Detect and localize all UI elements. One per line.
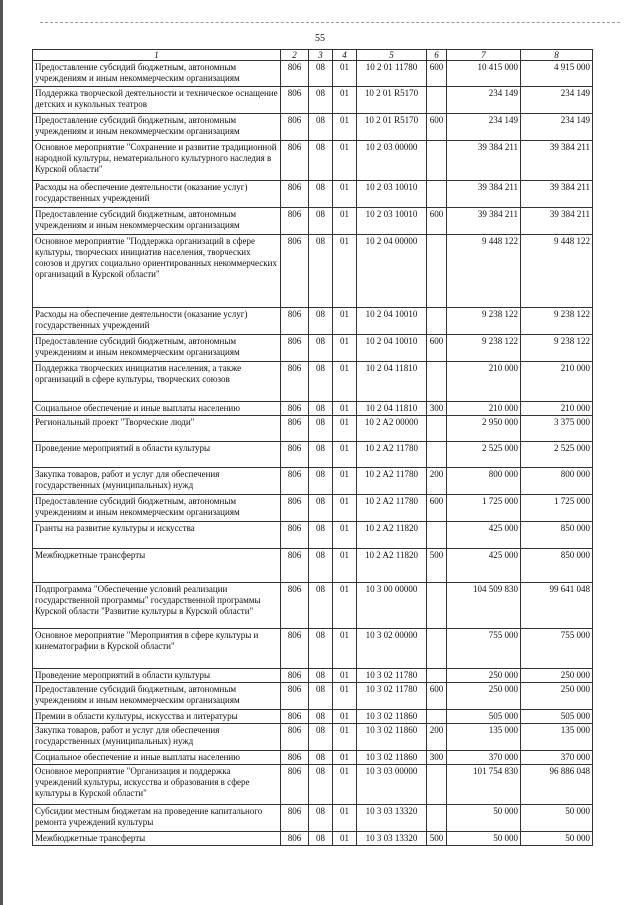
row-type (427, 583, 447, 629)
row-code: 10 2 03 00000 (357, 141, 427, 181)
page-number: 55 (315, 33, 325, 44)
row-col-2: 806 (281, 402, 309, 416)
row-col-3: 08 (309, 362, 333, 402)
row-name: Гранты на развитие культуры и искусства (33, 522, 281, 549)
table-row (33, 208, 593, 235)
row-value-8: 4 915 000 (521, 61, 593, 87)
row-col-2: 806 (281, 362, 309, 402)
row-value-8: 234 149 (521, 87, 593, 114)
row-code: 10 3 03 00000 (357, 765, 427, 805)
row-col-4: 01 (333, 468, 357, 495)
row-value-7: 250 000 (447, 669, 521, 683)
row-col-4: 01 (333, 805, 357, 832)
table-row (33, 724, 593, 751)
row-name: Закупка товаров, работ и услуг для обеспечения государственных (муниципальных) нужд (33, 724, 281, 751)
row-value-8: 210 000 (521, 402, 593, 416)
row-name: Межбюджетные трансферты (33, 549, 281, 583)
row-col-3: 08 (309, 669, 333, 683)
row-name: Предоставление субсидий бюджетным, автономным учреждениям и иным некоммерческим организациям (33, 114, 281, 141)
row-value-8: 135 000 (521, 724, 593, 751)
row-value-8: 850 000 (521, 549, 593, 583)
row-col-2: 806 (281, 141, 309, 181)
row-type (427, 416, 447, 442)
row-value-8: 505 000 (521, 710, 593, 724)
row-col-4: 01 (333, 765, 357, 805)
row-col-4: 01 (333, 61, 357, 87)
row-value-7: 234 149 (447, 114, 521, 141)
row-type: 600 (427, 683, 447, 710)
row-col-2: 806 (281, 495, 309, 522)
row-name: Расходы на обеспечение деятельности (оказание услуг) государственных учреждений (33, 181, 281, 208)
table-row (33, 335, 593, 362)
header-col-5: 5 (357, 50, 427, 61)
row-col-3: 08 (309, 522, 333, 549)
row-code: 10 2 01 R5170 (357, 87, 427, 114)
row-value-8: 250 000 (521, 683, 593, 710)
row-value-7: 800 000 (447, 468, 521, 495)
row-type (427, 765, 447, 805)
row-value-8: 250 000 (521, 669, 593, 683)
row-type (427, 669, 447, 683)
row-type: 300 (427, 402, 447, 416)
row-col-2: 806 (281, 583, 309, 629)
row-type (427, 442, 447, 468)
table-row (33, 468, 593, 495)
row-col-2: 806 (281, 683, 309, 710)
row-col-4: 01 (333, 522, 357, 549)
row-col-3: 08 (309, 583, 333, 629)
row-col-2: 806 (281, 522, 309, 549)
row-code: 10 3 02 11860 (357, 724, 427, 751)
row-code: 10 2 01 R5170 (357, 114, 427, 141)
row-col-2: 806 (281, 442, 309, 468)
row-col-2: 806 (281, 114, 309, 141)
row-type (427, 308, 447, 335)
header-col-1: 1 (33, 50, 281, 61)
row-value-8: 9 238 122 (521, 335, 593, 362)
row-code: 10 2 A2 11780 (357, 495, 427, 522)
row-code: 10 2 A2 11780 (357, 442, 427, 468)
row-code: 10 3 02 11860 (357, 751, 427, 765)
table-row (33, 751, 593, 765)
row-value-8: 39 384 211 (521, 141, 593, 181)
row-name: Предоставление субсидий бюджетным, автономным учреждениям и иным некоммерческим организациям (33, 208, 281, 235)
row-name: Подпрограмма "Обеспечение условий реализации государственной программы" государственной программы Курской области "Развитие культуры в Курской области" (33, 583, 281, 629)
row-value-7: 505 000 (447, 710, 521, 724)
row-value-8: 370 000 (521, 751, 593, 765)
row-code: 10 2 04 00000 (357, 235, 427, 308)
row-col-2: 806 (281, 87, 309, 114)
row-type (427, 362, 447, 402)
row-col-2: 806 (281, 181, 309, 208)
table-row (33, 495, 593, 522)
row-col-2: 806 (281, 416, 309, 442)
row-code: 10 2 A2 00000 (357, 416, 427, 442)
row-name: Предоставление субсидий бюджетным, автономным учреждениям и иным некоммерческим организациям (33, 335, 281, 362)
row-col-4: 01 (333, 87, 357, 114)
row-col-2: 806 (281, 765, 309, 805)
row-code: 10 3 02 00000 (357, 629, 427, 669)
table-row (33, 362, 593, 402)
row-value-7: 50 000 (447, 832, 521, 846)
row-value-8: 850 000 (521, 522, 593, 549)
row-code: 10 2 04 10010 (357, 308, 427, 335)
row-type (427, 181, 447, 208)
row-col-2: 806 (281, 308, 309, 335)
table-row (33, 522, 593, 549)
row-value-7: 10 415 000 (447, 61, 521, 87)
row-value-7: 104 509 830 (447, 583, 521, 629)
row-type: 600 (427, 61, 447, 87)
row-name: Основное мероприятие "Организация и поддержка учреждений культуры, искусства и образования в сфере культуры в Курской области" (33, 765, 281, 805)
row-value-7: 370 000 (447, 751, 521, 765)
row-col-4: 01 (333, 335, 357, 362)
row-col-3: 08 (309, 724, 333, 751)
row-col-4: 01 (333, 495, 357, 522)
row-type: 600 (427, 208, 447, 235)
row-col-4: 01 (333, 710, 357, 724)
row-name: Субсидии местным бюджетам на проведение капитального ремонта учреждений культуры (33, 805, 281, 832)
row-type: 600 (427, 114, 447, 141)
row-code: 10 2 04 11810 (357, 402, 427, 416)
row-col-3: 08 (309, 710, 333, 724)
row-value-8: 9 448 122 (521, 235, 593, 308)
row-code: 10 2 04 10010 (357, 335, 427, 362)
row-col-3: 08 (309, 308, 333, 335)
table-row (33, 402, 593, 416)
row-value-8: 99 641 048 (521, 583, 593, 629)
row-col-2: 806 (281, 710, 309, 724)
row-col-3: 08 (309, 765, 333, 805)
row-col-4: 01 (333, 724, 357, 751)
row-col-3: 08 (309, 235, 333, 308)
row-col-2: 806 (281, 208, 309, 235)
row-col-4: 01 (333, 583, 357, 629)
row-name: Социальное обеспечение и иные выплаты населению (33, 402, 281, 416)
table-row (33, 710, 593, 724)
row-value-7: 135 000 (447, 724, 521, 751)
row-value-8: 1 725 000 (521, 495, 593, 522)
row-col-3: 08 (309, 683, 333, 710)
row-type (427, 629, 447, 669)
row-name: Основное мероприятие "Мероприятия в сфере культуры и кинематографии в Курской области" (33, 629, 281, 669)
table-body (33, 61, 593, 846)
row-value-7: 39 384 211 (447, 141, 521, 181)
row-col-3: 08 (309, 335, 333, 362)
row-value-7: 9 238 122 (447, 335, 521, 362)
row-code: 10 3 02 11780 (357, 683, 427, 710)
row-col-3: 08 (309, 805, 333, 832)
row-col-3: 08 (309, 416, 333, 442)
row-col-3: 08 (309, 832, 333, 846)
header-col-6: 6 (427, 50, 447, 61)
table-row (33, 416, 593, 442)
row-name: Межбюджетные трансферты (33, 832, 281, 846)
row-value-8: 2 525 000 (521, 442, 593, 468)
row-col-2: 806 (281, 61, 309, 87)
row-value-7: 425 000 (447, 549, 521, 583)
row-col-2: 806 (281, 724, 309, 751)
row-value-7: 210 000 (447, 402, 521, 416)
row-col-4: 01 (333, 442, 357, 468)
row-value-8: 50 000 (521, 805, 593, 832)
row-type (427, 522, 447, 549)
table-row (33, 683, 593, 710)
row-name: Премии в области культуры, искусства и литературы (33, 710, 281, 724)
row-value-7: 50 000 (447, 805, 521, 832)
row-name: Социальное обеспечение и иные выплаты населению (33, 751, 281, 765)
row-type: 500 (427, 832, 447, 846)
header-col-3: 3 (309, 50, 333, 61)
row-value-7: 755 000 (447, 629, 521, 669)
row-code: 10 2 01 11780 (357, 61, 427, 87)
table-row (33, 87, 593, 114)
row-name: Поддержка творческой деятельности и техническое оснащение детских и кукольных театров (33, 87, 281, 114)
row-value-7: 101 754 830 (447, 765, 521, 805)
table-row (33, 805, 593, 832)
row-code: 10 3 00 00000 (357, 583, 427, 629)
row-code: 10 2 03 10010 (357, 181, 427, 208)
row-col-2: 806 (281, 549, 309, 583)
row-col-4: 01 (333, 669, 357, 683)
header-row (33, 50, 593, 61)
row-col-2: 806 (281, 235, 309, 308)
row-value-8: 234 149 (521, 114, 593, 141)
table-row (33, 629, 593, 669)
row-value-7: 425 000 (447, 522, 521, 549)
row-value-8: 96 886 048 (521, 765, 593, 805)
row-value-7: 2 525 000 (447, 442, 521, 468)
row-col-3: 08 (309, 629, 333, 669)
row-value-8: 3 375 000 (521, 416, 593, 442)
row-value-7: 210 000 (447, 362, 521, 402)
table-row (33, 61, 593, 87)
row-col-3: 08 (309, 181, 333, 208)
row-code: 10 2 A2 11780 (357, 468, 427, 495)
table-row (33, 442, 593, 468)
row-type (427, 141, 447, 181)
row-value-7: 2 950 000 (447, 416, 521, 442)
row-col-4: 01 (333, 549, 357, 583)
row-col-3: 08 (309, 468, 333, 495)
row-name: Проведение мероприятий в области культуры (33, 669, 281, 683)
row-col-3: 08 (309, 495, 333, 522)
row-type: 500 (427, 549, 447, 583)
row-name: Региональный проект "Творческие люди" (33, 416, 281, 442)
table-row (33, 669, 593, 683)
row-value-7: 39 384 211 (447, 208, 521, 235)
row-type: 300 (427, 751, 447, 765)
row-value-7: 9 238 122 (447, 308, 521, 335)
row-name: Предоставление субсидий бюджетным, автономным учреждениям и иным некоммерческим организациям (33, 683, 281, 710)
row-value-7: 250 000 (447, 683, 521, 710)
top-rule (40, 22, 620, 23)
row-col-2: 806 (281, 629, 309, 669)
header-col-8: 8 (521, 50, 593, 61)
row-col-3: 08 (309, 208, 333, 235)
header-col-4: 4 (333, 50, 357, 61)
row-col-4: 01 (333, 181, 357, 208)
row-type (427, 235, 447, 308)
row-name: Поддержка творческих инициатив населения, а также организаций в сфере культуры, творческих союзов (33, 362, 281, 402)
row-col-4: 01 (333, 308, 357, 335)
row-col-2: 806 (281, 805, 309, 832)
row-name: Закупка товаров, работ и услуг для обеспечения государственных (муниципальных) нужд (33, 468, 281, 495)
row-col-2: 806 (281, 832, 309, 846)
table-row (33, 583, 593, 629)
row-code: 10 3 03 13320 (357, 805, 427, 832)
row-type (427, 87, 447, 114)
row-col-4: 01 (333, 402, 357, 416)
row-value-8: 50 000 (521, 832, 593, 846)
table-row (33, 765, 593, 805)
row-name: Основное мероприятие "Поддержка организаций в сфере культуры, творческих инициатив населения, творческих союзов и других социально ориентированных некоммерческих организаций в Курской области" (33, 235, 281, 308)
row-code: 10 2 A2 11820 (357, 549, 427, 583)
row-value-7: 234 149 (447, 87, 521, 114)
row-type: 600 (427, 495, 447, 522)
row-value-8: 800 000 (521, 468, 593, 495)
row-value-7: 9 448 122 (447, 235, 521, 308)
row-name: Предоставление субсидий бюджетным, автономным учреждениям и иным некоммерческим организациям (33, 61, 281, 87)
row-col-3: 08 (309, 442, 333, 468)
row-col-4: 01 (333, 832, 357, 846)
row-code: 10 2 A2 11820 (357, 522, 427, 549)
row-col-3: 08 (309, 402, 333, 416)
table-row (33, 141, 593, 181)
row-type: 200 (427, 724, 447, 751)
table-row (33, 181, 593, 208)
row-col-4: 01 (333, 114, 357, 141)
table-row (33, 114, 593, 141)
row-col-3: 08 (309, 549, 333, 583)
row-col-3: 08 (309, 751, 333, 765)
row-value-8: 755 000 (521, 629, 593, 669)
row-name: Проведение мероприятий в области культуры (33, 442, 281, 468)
row-col-3: 08 (309, 87, 333, 114)
row-col-4: 01 (333, 208, 357, 235)
row-code: 10 3 02 11780 (357, 669, 427, 683)
scan-edge (0, 0, 3, 905)
row-value-8: 39 384 211 (521, 181, 593, 208)
row-col-2: 806 (281, 751, 309, 765)
row-code: 10 2 04 11810 (357, 362, 427, 402)
row-value-7: 39 384 211 (447, 181, 521, 208)
header-col-2: 2 (281, 50, 309, 61)
row-col-4: 01 (333, 629, 357, 669)
row-col-4: 01 (333, 751, 357, 765)
row-col-4: 01 (333, 141, 357, 181)
row-type (427, 805, 447, 832)
budget-table (32, 49, 593, 846)
row-code: 10 3 02 11860 (357, 710, 427, 724)
row-col-2: 806 (281, 468, 309, 495)
row-col-4: 01 (333, 235, 357, 308)
row-type: 600 (427, 335, 447, 362)
row-col-3: 08 (309, 141, 333, 181)
row-value-8: 39 384 211 (521, 208, 593, 235)
row-col-3: 08 (309, 114, 333, 141)
row-value-8: 9 238 122 (521, 308, 593, 335)
table-row (33, 308, 593, 335)
row-code: 10 3 03 13320 (357, 832, 427, 846)
row-name: Основное мероприятие "Сохранение и развитие традиционной народной культуры, нематериального культурного наследия в Курской области" (33, 141, 281, 181)
row-col-4: 01 (333, 416, 357, 442)
row-name: Предоставление субсидий бюджетным, автономным учреждениям и иным некоммерческим организациям (33, 495, 281, 522)
row-code: 10 2 03 10010 (357, 208, 427, 235)
row-type (427, 710, 447, 724)
table-row (33, 235, 593, 308)
table-row (33, 549, 593, 583)
header-col-7: 7 (447, 50, 521, 61)
row-value-8: 210 000 (521, 362, 593, 402)
row-col-2: 806 (281, 335, 309, 362)
row-col-2: 806 (281, 669, 309, 683)
table-row (33, 832, 593, 846)
row-col-4: 01 (333, 362, 357, 402)
row-value-7: 1 725 000 (447, 495, 521, 522)
row-col-4: 01 (333, 683, 357, 710)
row-type: 200 (427, 468, 447, 495)
row-col-3: 08 (309, 61, 333, 87)
row-name: Расходы на обеспечение деятельности (оказание услуг) государственных учреждений (33, 308, 281, 335)
